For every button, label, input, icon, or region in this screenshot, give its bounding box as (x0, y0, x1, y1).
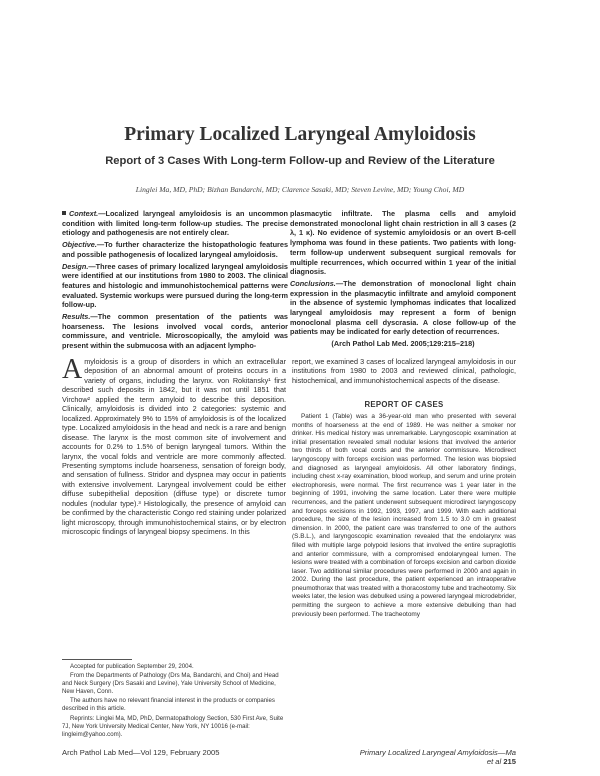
abstract-objective: Objective.—To further characterize the histopathologic features and possible pathogenesis of localized laryngeal amyloidosis. (62, 240, 288, 259)
journal-footer: Arch Pathol Lab Med—Vol 129, February 2005 (62, 748, 220, 757)
running-footer: Primary Localized Laryngeal Amyloidosis—Ma et al 215 (359, 748, 516, 766)
abstract-left-column (62, 209, 288, 353)
case-report-text: Patient 1 (Table) was a 36-year-old man who presented with several months of hoarseness at the end of 1989. He was neither a smoker nor drinker. His medical history was unremarkable. Laryngoscopic examination at initial presentation revealed small nodular lesions that involved the anterior two thirds of both vocal cords and the anterior commissure. Microdirect laryngoscopy with forceps excision was performed. The lesion was biopsied and diagnosed as laryngeal amyloidosis. All other laboratory findings, including chest x-ray examination, blood workup, and serum and urine protein electrophoresis, were normal. The first recurrence was 1 year later in the beginning of 1991, involving the same location. Later there were multiple recurrences, and the patient underwent subsequent microdirect laryngoscopy and forceps excisions in 1992, 1993, 1997, and 1999. With each additional procedure, the size of the lesion increased from 1.5 to 3.0 cm in greatest dimension. In 2000, the patient care was transferred to one of the authors (S.B.L.), and laryngoscopic examination revealed that the endolarynx was filled with multiple large polypoid lesions that involved the entire supraglottis and anterior commissure, with a compromised endolaryngeal lumen. The lesions were treated with a combination of forceps excision and carbon dioxide laser. Two additional similar procedures were performed in 2000 and again in 2002. During the last procedure, the patient experienced an intraoperative pneumothorax that was treated with a thoracostomy tube and tracheotomy. Six weeks later, the lesion was debulked using a powered laryngeal microdebrider, permitting the surgeon to achieve a more extensive debulking than had previously been performed. The tracheotomy (292, 413, 517, 618)
square-bullet-icon (62, 211, 66, 215)
page-number: 215 (503, 757, 516, 766)
abstract-right-column (288, 209, 516, 351)
intro-continued: report, we examined 3 cases of localized laryngeal amyloidosis in our institutions from 1980 to 2003 and reviewed clinical, pathologic, histochemical, and immunohistochemical aspects of the disease. (292, 357, 516, 385)
abstract-results: Results.—The common presentation of the patients was hoarseness. The lesions involved vocal cords, anterior commissure, and ventricle. Microscopically, the amyloid was present within the submucosa with an adjacent lympho- (62, 312, 288, 351)
footnote-rule (62, 659, 132, 660)
intro-paragraph: Amyloidosis is a group of disorders in which an extracellular deposition of an abnormal amount of proteins occurs in a variety of organs, including the larynx. von Rokitansky¹ first described such deposits in 1842, but it was not until 1851 that Virchow² applied the term amyloid to describe this deposition. Clinically, amyloidosis is divided into 2 categories: systemic and localized. Approximately 9% to 15% of amyloidosis is of the localized type. Localized amyloidosis in the head and neck is a rare and benign disease. The larynx is the most common site of involvement and accounts for 0.2% to 1.5% of benign laryngeal tumors. Within the larynx, the vocal folds and ventricle are more commonly affected. Presenting symptoms include hoarseness, sensation of foreign body, and sensation of fullness. Stridor and dyspnea may occur in patients with extensive involvement. Laryngeal involvement could be either diffuse subepithelial deposition (diffuse type) or discrete tumor nodules (nodular type).³ Histologically, the presence of amyloid can be confirmed by the characteristic Congo red staining under polarized light microscopy, through immunohistochemical stains, or by electron microscopic findings of laryngeal biopsy specimens. In this (62, 354, 286, 537)
drop-cap: A (62, 354, 83, 385)
abstract-citation: (Arch Pathol Lab Med. 2005;129:215–218) (331, 339, 475, 349)
abstract-results-continued: plasmacytic infiltrate. The plasma cells and amyloid demonstrated monoclonal light chain restriction in all 3 cases (2 λ, 1 κ). No evidence of systemic amyloidosis or an overt B-cell lymphoma was found in these patients. Two patients with long-term follow-up underwent subsequent surgical removals for multiple recurrences, which occurred within 1 year of the initial diagnosis. (290, 209, 516, 277)
article-subtitle: Report of 3 Cases With Long-term Follow-up and Review of the Literature (105, 155, 495, 167)
footnotes: Accepted for publication September 29, 2004. From the Departments of Pathology (Drs Ma, Bandarchi, and Choi) and Head and Neck Surgery (Drs Sasaki and Levine), Yale University School of Medicine, New Haven, Conn. The authors have no relevant financial interest in the products or companies described in this article. Reprints: Linglei Ma, MD, PhD, Dermatopathology Section, 530 First Ave, Suite 7J, New York University Medical Center, New York, NY 10016 (e-mail: lingleim@yahoo.com). (62, 663, 284, 738)
section-heading: REPORT OF CASES (364, 400, 444, 409)
article-title: Primary Localized Laryngeal Amyloidosis (124, 124, 476, 145)
abstract-design: Design.—Three cases of primary localized laryngeal amyloidosis were identified at our institutions from 1980 to 2003. The clinical features and histologic and immunohistochemical patterns were evaluated. Systemic workups were pursued during the long-term follow-up. (62, 261, 288, 310)
abstract-context: Context.—Localized laryngeal amyloidosis is an uncommon condition with limited long-term follow-up studies. The precise etiology and pathogenesis are not entirely clear. (62, 209, 288, 238)
author-list: Linglei Ma, MD, PhD; Bizhan Bandarchi, MD; Clarence Sasaki, MD; Steven Levine, MD; Young Choi, MD (135, 185, 465, 194)
intro-column (62, 354, 286, 537)
abstract-conclusions: Conclusions.—The demonstration of monoclonal light chain expression in the plasmacytic infiltrate and amyloid component in the absence of systemic lymphomas indicates that localized laryngeal amyloidosis may represent a form of benign monoclonal plasma cell dyscrasia. A close follow-up of the patients may be indicated for early detection of recurrences. (290, 278, 516, 337)
